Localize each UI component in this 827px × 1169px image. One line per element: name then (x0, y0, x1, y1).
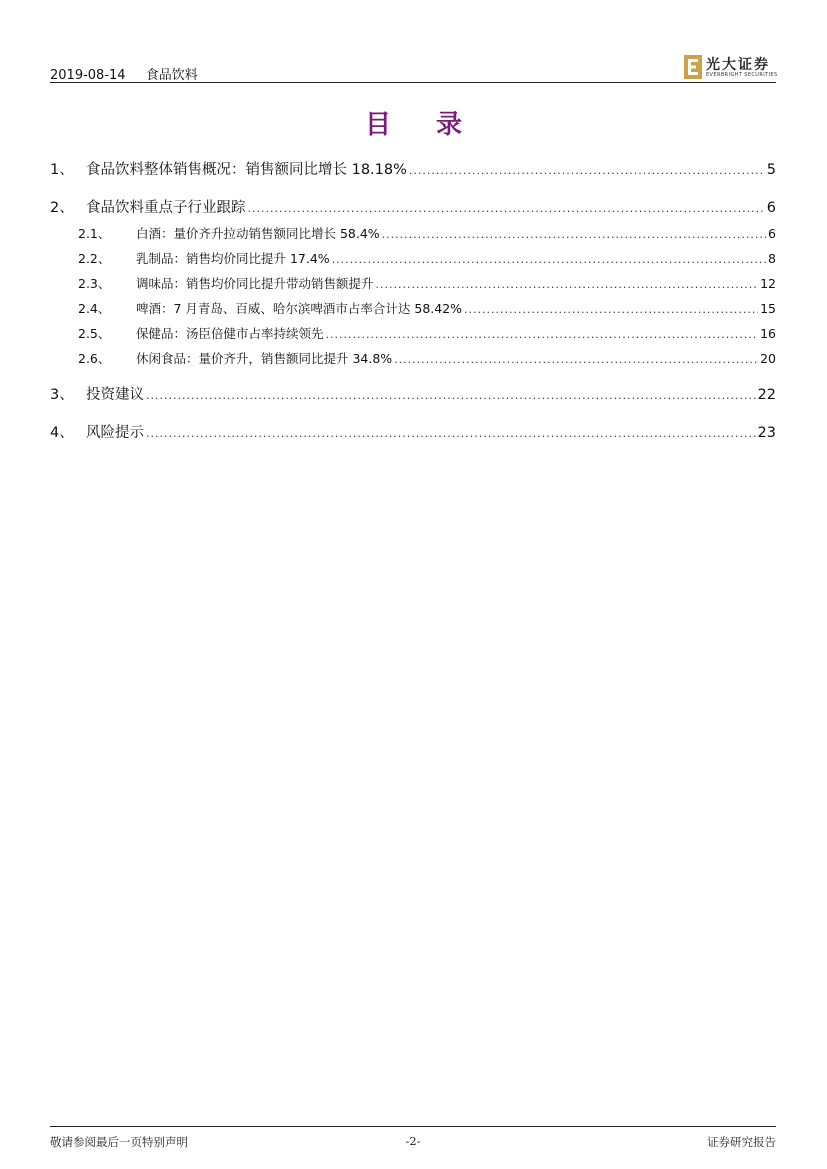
toc-entry-text: 食品饮料整体销售概况：销售额同比增长 18.18% (86, 162, 407, 178)
toc-title: 目 录 (364, 110, 481, 140)
toc-entry-2[interactable] (50, 196, 776, 216)
toc-entry-2-5[interactable] (50, 324, 776, 344)
report-date: 2019-08-14 (50, 68, 126, 83)
toc-leader-dots (248, 202, 765, 215)
footer-page-number: -2- (405, 1134, 421, 1148)
toc-entry-number: 2.5、 (78, 326, 111, 341)
footer-divider (50, 1126, 776, 1127)
toc-entry-text: 保健品：汤臣倍健市占率持续领先 (136, 326, 324, 341)
toc-leader-dots (464, 303, 758, 316)
toc-leader-dots (146, 389, 756, 402)
company-logo (684, 54, 776, 80)
footer-disclaimer: 敬请参阅最后一页特别声明 (50, 1135, 188, 1149)
toc-leader-dots (409, 164, 765, 177)
toc-entry-2-6[interactable] (50, 349, 776, 369)
toc-entry-number: 1、 (50, 162, 74, 178)
toc-entry-page: 8 (768, 251, 776, 266)
toc-entry-text: 风险提示 (86, 425, 144, 441)
toc-entry-number: 2.2、 (78, 251, 111, 266)
toc-leader-dots (146, 427, 756, 440)
toc-entry-page: 6 (768, 226, 776, 241)
report-sector: 食品饮料 (145, 68, 198, 83)
toc-entry-page: 15 (760, 301, 776, 316)
toc-entry-number: 2.4、 (78, 301, 111, 316)
toc-leader-dots (376, 278, 759, 291)
toc-leader-dots (394, 353, 758, 366)
toc-entry-4[interactable] (50, 421, 776, 441)
page-header (50, 54, 776, 82)
footer-doc-type: 证券研究报告 (707, 1135, 776, 1149)
toc-entry-2-4[interactable] (50, 299, 776, 319)
toc-entry-text: 食品饮料重点子行业跟踪 (86, 200, 246, 216)
toc-entry-page: 5 (766, 162, 776, 178)
toc-entry-2-1[interactable] (50, 224, 776, 244)
toc-entry-number: 2.1、 (78, 226, 111, 241)
toc-entry-1[interactable] (50, 158, 776, 178)
toc-entry-3[interactable] (50, 383, 776, 403)
header-divider (50, 82, 776, 83)
toc-entry-2-3[interactable] (50, 274, 776, 294)
toc-entry-text: 啤酒：7 月青岛、百威、哈尔滨啤酒市占率合计达 58.42% (136, 301, 463, 316)
toc-leader-dots (382, 228, 766, 241)
toc-entry-page: 6 (766, 200, 776, 216)
toc-entry-page: 16 (760, 326, 776, 341)
toc-entry-page: 23 (757, 425, 776, 441)
header-info (50, 64, 214, 83)
toc-entry-text: 乳制品：销售均价同比提升 17.4% (136, 251, 330, 266)
toc-leader-dots (326, 328, 759, 341)
toc-entry-page: 20 (760, 351, 776, 366)
page-footer (50, 1134, 776, 1150)
toc-leader-dots (332, 253, 766, 266)
toc-entry-page: 22 (757, 387, 776, 403)
toc-entry-page: 12 (760, 276, 776, 291)
logo-chinese-name: 光大证券 (706, 57, 770, 73)
toc-entry-text: 白酒：量价齐升拉动销售额同比增长 58.4% (136, 226, 380, 241)
toc-entry-number: 2.6、 (78, 351, 111, 366)
toc-entry-number: 3、 (50, 387, 74, 403)
toc-entry-text: 调味品：销售均价同比提升带动销售额提升 (136, 276, 374, 291)
toc-entry-2-2[interactable] (50, 249, 776, 269)
logo-english-name: EVERBRIGHT SECURITIES (706, 72, 778, 78)
toc-entry-number: 2.3、 (78, 276, 111, 291)
toc-entry-number: 2、 (50, 200, 74, 216)
toc-entry-number: 4、 (50, 425, 74, 441)
toc-entry-text: 休闲食品：量价齐升，销售额同比提升 34.8% (136, 351, 393, 366)
everbright-logo-icon (684, 55, 702, 79)
toc-entry-text: 投资建议 (86, 387, 144, 403)
